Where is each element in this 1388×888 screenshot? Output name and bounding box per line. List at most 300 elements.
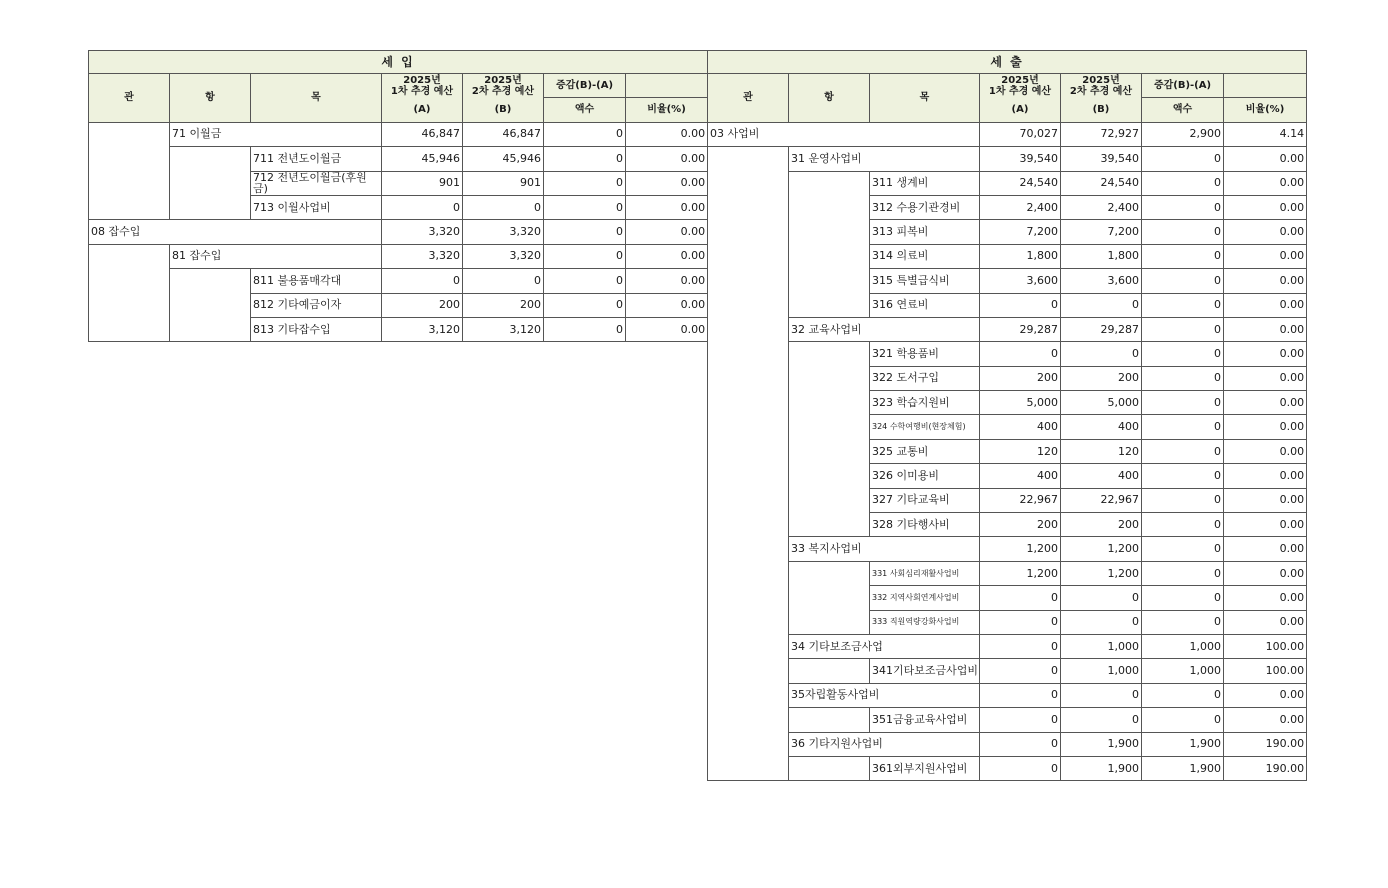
col-a: (A) <box>382 98 463 122</box>
ratio-cell: 0.00 <box>1224 708 1307 732</box>
b-cell: 1,900 <box>1061 732 1142 756</box>
table-row <box>89 147 708 171</box>
hang-cell <box>789 195 870 219</box>
ratio-cell: 0.00 <box>626 122 708 146</box>
table-row <box>708 220 1307 244</box>
mok-cell: 322 도서구입 <box>870 366 980 390</box>
expenditure-title: 세 출 <box>708 51 1307 74</box>
a-cell: 39,540 <box>980 147 1061 171</box>
hang-cell <box>789 756 870 780</box>
kwan-cell <box>708 537 789 561</box>
ratio-cell: 4.14 <box>1224 122 1307 146</box>
mok-cell: 711 전년도이월금 <box>251 147 382 171</box>
col-blank <box>626 74 708 98</box>
hang-cell <box>789 561 870 585</box>
b-cell: 2,400 <box>1061 195 1142 219</box>
col-kwan: 관 <box>89 74 170 123</box>
expenditure-body <box>708 122 1307 781</box>
mok-cell: 324 수학여행비(현장체험) <box>870 415 980 439</box>
table-row <box>89 220 708 244</box>
ratio-cell: 0.00 <box>626 269 708 293</box>
a-cell: 0 <box>980 708 1061 732</box>
diff-cell: 0 <box>1142 317 1224 341</box>
kwan-cell <box>708 220 789 244</box>
a-cell: 901 <box>382 171 463 195</box>
a-cell: 5,000 <box>980 391 1061 415</box>
b-cell: 0 <box>1061 708 1142 732</box>
table-row <box>708 269 1307 293</box>
mok-cell: 812 기타예금이자 <box>251 293 382 317</box>
col-b: (B) <box>1061 98 1142 122</box>
hang-cell: 35자립활동사업비 <box>789 683 980 707</box>
kwan-cell <box>89 171 170 195</box>
budget2-year: 2025년 <box>1082 74 1120 86</box>
col-kwan: 관 <box>708 74 789 123</box>
hang-cell <box>789 171 870 195</box>
col-ratio: 비율(%) <box>626 98 708 122</box>
table-row <box>708 342 1307 366</box>
diff-cell: 0 <box>1142 708 1224 732</box>
b-cell: 7,200 <box>1061 220 1142 244</box>
ratio-cell: 0.00 <box>1224 610 1307 634</box>
a-cell: 3,320 <box>382 244 463 268</box>
mok-cell: 351금융교육사업비 <box>870 708 980 732</box>
kwan-cell <box>708 366 789 390</box>
kwan-cell <box>708 317 789 341</box>
a-cell: 120 <box>980 439 1061 463</box>
diff-cell: 0 <box>1142 439 1224 463</box>
table-row <box>708 171 1307 195</box>
table-row <box>708 488 1307 512</box>
diff-cell: 0 <box>1142 488 1224 512</box>
kwan-cell <box>708 610 789 634</box>
mok-cell: 311 생계비 <box>870 171 980 195</box>
kwan-cell <box>708 269 789 293</box>
col-a: (A) <box>980 98 1061 122</box>
ratio-cell: 0.00 <box>1224 683 1307 707</box>
a-cell: 3,320 <box>382 220 463 244</box>
diff-cell: 0 <box>544 220 626 244</box>
hang-cell <box>789 513 870 537</box>
b-cell: 901 <box>463 171 544 195</box>
b-cell: 45,946 <box>463 147 544 171</box>
table-row <box>708 561 1307 585</box>
b-cell: 1,200 <box>1061 561 1142 585</box>
b-cell: 200 <box>1061 366 1142 390</box>
b-cell: 3,320 <box>463 220 544 244</box>
hang-cell <box>170 269 251 293</box>
hang-cell <box>789 659 870 683</box>
kwan-cell <box>708 342 789 366</box>
ratio-cell: 0.00 <box>1224 293 1307 317</box>
diff-cell: 0 <box>1142 415 1224 439</box>
diff-cell: 0 <box>1142 269 1224 293</box>
mok-cell: 331 사회심리재활사업비 <box>870 561 980 585</box>
a-cell: 0 <box>980 293 1061 317</box>
kwan-cell <box>89 269 170 293</box>
table-row <box>89 269 708 293</box>
a-cell: 0 <box>980 683 1061 707</box>
a-cell: 3,600 <box>980 269 1061 293</box>
a-cell: 0 <box>980 610 1061 634</box>
ratio-cell: 0.00 <box>1224 342 1307 366</box>
kwan-cell <box>708 171 789 195</box>
a-cell: 0 <box>382 269 463 293</box>
budget2-label: 2차 추경 예산 <box>1069 85 1133 97</box>
col-amount: 액수 <box>544 98 626 122</box>
ratio-cell: 100.00 <box>1224 634 1307 658</box>
kwan-cell <box>708 244 789 268</box>
a-cell: 2,400 <box>980 195 1061 219</box>
ratio-cell: 0.00 <box>626 147 708 171</box>
b-cell: 0 <box>463 269 544 293</box>
diff-cell: 0 <box>1142 586 1224 610</box>
kwan-cell <box>708 513 789 537</box>
mok-cell: 327 기타교육비 <box>870 488 980 512</box>
diff-cell: 0 <box>1142 610 1224 634</box>
ratio-cell: 190.00 <box>1224 732 1307 756</box>
b-cell: 400 <box>1061 415 1142 439</box>
table-row <box>708 513 1307 537</box>
table-row <box>708 122 1307 146</box>
a-cell: 1,800 <box>980 244 1061 268</box>
ratio-cell: 0.00 <box>626 317 708 341</box>
diff-cell: 1,900 <box>1142 732 1224 756</box>
budget1-label: 1차 추경 예산 <box>390 85 454 97</box>
col-budget1 <box>980 74 1061 98</box>
budget1-year: 2025년 <box>403 74 441 86</box>
mok-cell: 315 특별급식비 <box>870 269 980 293</box>
kwan-cell: 03 사업비 <box>708 122 980 146</box>
diff-cell: 0 <box>1142 513 1224 537</box>
b-cell: 1,200 <box>1061 537 1142 561</box>
hang-cell <box>789 586 870 610</box>
kwan-cell: 08 잡수입 <box>89 220 382 244</box>
kwan-cell <box>708 634 789 658</box>
mok-cell: 321 학용품비 <box>870 342 980 366</box>
b-cell: 0 <box>1061 586 1142 610</box>
b-cell: 200 <box>1061 513 1142 537</box>
diff-cell: 0 <box>1142 537 1224 561</box>
b-cell: 22,967 <box>1061 488 1142 512</box>
ratio-cell: 0.00 <box>626 220 708 244</box>
mok-cell: 316 연료비 <box>870 293 980 317</box>
hang-cell <box>789 269 870 293</box>
budget1-label: 1차 추경 예산 <box>988 85 1052 97</box>
kwan-cell <box>708 488 789 512</box>
table-row <box>708 683 1307 707</box>
col-hang: 항 <box>789 74 870 123</box>
b-cell: 72,927 <box>1061 122 1142 146</box>
ratio-cell: 0.00 <box>626 171 708 195</box>
ratio-cell: 0.00 <box>1224 269 1307 293</box>
mok-cell: 712 전년도이월금(후원금) <box>251 171 382 195</box>
ratio-cell: 0.00 <box>1224 586 1307 610</box>
table-row <box>89 171 708 195</box>
ratio-cell: 0.00 <box>1224 317 1307 341</box>
diff-cell: 0 <box>1142 683 1224 707</box>
kwan-cell <box>89 244 170 268</box>
table-row <box>89 317 708 341</box>
kwan-cell <box>89 293 170 317</box>
table-row <box>708 244 1307 268</box>
col-budget1 <box>382 74 463 98</box>
table-row <box>708 659 1307 683</box>
hang-cell: 33 복지사업비 <box>789 537 980 561</box>
table-row <box>708 464 1307 488</box>
kwan-cell <box>708 732 789 756</box>
b-cell: 3,320 <box>463 244 544 268</box>
hang-cell <box>170 171 251 195</box>
ratio-cell: 0.00 <box>1224 513 1307 537</box>
b-cell: 400 <box>1061 464 1142 488</box>
diff-cell: 0 <box>544 147 626 171</box>
table-row <box>708 415 1307 439</box>
hang-cell <box>170 317 251 341</box>
a-cell: 0 <box>980 634 1061 658</box>
col-diff: 증감(B)-(A) <box>544 74 626 98</box>
a-cell: 0 <box>980 342 1061 366</box>
ratio-cell: 0.00 <box>1224 415 1307 439</box>
b-cell: 3,600 <box>1061 269 1142 293</box>
hang-cell: 81 잡수입 <box>170 244 382 268</box>
table-row <box>708 439 1307 463</box>
ratio-cell: 0.00 <box>1224 439 1307 463</box>
b-cell: 0 <box>1061 342 1142 366</box>
diff-cell: 0 <box>544 244 626 268</box>
ratio-cell: 100.00 <box>1224 659 1307 683</box>
diff-cell: 1,000 <box>1142 659 1224 683</box>
kwan-cell <box>708 561 789 585</box>
diff-cell: 0 <box>1142 561 1224 585</box>
a-cell: 200 <box>980 366 1061 390</box>
mok-cell: 312 수용기관경비 <box>870 195 980 219</box>
ratio-cell: 190.00 <box>1224 756 1307 780</box>
a-cell: 1,200 <box>980 537 1061 561</box>
budget1-year: 2025년 <box>1001 74 1039 86</box>
diff-cell: 0 <box>544 269 626 293</box>
mok-cell: 811 불용품매각대 <box>251 269 382 293</box>
diff-cell: 0 <box>1142 244 1224 268</box>
ratio-cell: 0.00 <box>1224 171 1307 195</box>
revenue-title: 세 입 <box>89 51 708 74</box>
hang-cell <box>789 439 870 463</box>
kwan-cell <box>708 659 789 683</box>
b-cell: 5,000 <box>1061 391 1142 415</box>
ratio-cell: 0.00 <box>626 244 708 268</box>
mok-cell: 326 이미용비 <box>870 464 980 488</box>
table-row <box>708 756 1307 780</box>
kwan-cell <box>708 586 789 610</box>
a-cell: 7,200 <box>980 220 1061 244</box>
a-cell: 46,847 <box>382 122 463 146</box>
b-cell: 0 <box>1061 683 1142 707</box>
col-b: (B) <box>463 98 544 122</box>
col-blank <box>1224 74 1307 98</box>
hang-cell <box>789 464 870 488</box>
hang-cell <box>789 244 870 268</box>
diff-cell: 0 <box>1142 366 1224 390</box>
kwan-cell <box>708 756 789 780</box>
kwan-cell <box>708 293 789 317</box>
table-row <box>89 244 708 268</box>
diff-cell: 0 <box>1142 147 1224 171</box>
a-cell: 29,287 <box>980 317 1061 341</box>
b-cell: 46,847 <box>463 122 544 146</box>
ratio-cell: 0.00 <box>1224 147 1307 171</box>
b-cell: 1,000 <box>1061 659 1142 683</box>
budget2-year: 2025년 <box>484 74 522 86</box>
table-row <box>89 122 708 146</box>
ratio-cell: 0.00 <box>1224 488 1307 512</box>
hang-cell: 32 교육사업비 <box>789 317 980 341</box>
table-row <box>708 634 1307 658</box>
col-budget2 <box>1061 74 1142 98</box>
ratio-cell: 0.00 <box>1224 366 1307 390</box>
hang-cell <box>789 610 870 634</box>
table-row <box>708 708 1307 732</box>
diff-cell: 0 <box>544 293 626 317</box>
diff-cell: 0 <box>1142 391 1224 415</box>
diff-cell: 0 <box>1142 195 1224 219</box>
hang-cell: 71 이월금 <box>170 122 382 146</box>
mok-cell: 341기타보조금사업비 <box>870 659 980 683</box>
kwan-cell <box>89 122 170 146</box>
ratio-cell: 0.00 <box>1224 220 1307 244</box>
hang-cell <box>789 415 870 439</box>
mok-cell: 361외부지원사업비 <box>870 756 980 780</box>
mok-cell: 314 의료비 <box>870 244 980 268</box>
diff-cell: 0 <box>1142 220 1224 244</box>
kwan-cell <box>708 439 789 463</box>
diff-cell: 0 <box>1142 464 1224 488</box>
ratio-cell: 0.00 <box>1224 561 1307 585</box>
a-cell: 0 <box>980 756 1061 780</box>
mok-cell: 333 직원역량강화사업비 <box>870 610 980 634</box>
ratio-cell: 0.00 <box>626 293 708 317</box>
a-cell: 1,200 <box>980 561 1061 585</box>
diff-cell: 0 <box>544 171 626 195</box>
diff-cell: 1,000 <box>1142 634 1224 658</box>
hang-cell <box>789 342 870 366</box>
a-cell: 0 <box>382 195 463 219</box>
ratio-cell: 0.00 <box>1224 391 1307 415</box>
diff-cell: 0 <box>544 122 626 146</box>
b-cell: 0 <box>1061 293 1142 317</box>
diff-cell: 0 <box>1142 342 1224 366</box>
ratio-cell: 0.00 <box>1224 537 1307 561</box>
col-diff: 증감(B)-(A) <box>1142 74 1224 98</box>
hang-cell <box>789 391 870 415</box>
diff-cell: 1,900 <box>1142 756 1224 780</box>
col-hang: 항 <box>170 74 251 123</box>
table-row <box>708 537 1307 561</box>
expenditure-table <box>707 50 1307 781</box>
hang-cell <box>789 293 870 317</box>
kwan-cell <box>708 683 789 707</box>
a-cell: 3,120 <box>382 317 463 341</box>
hang-cell <box>789 220 870 244</box>
a-cell: 400 <box>980 464 1061 488</box>
b-cell: 29,287 <box>1061 317 1142 341</box>
mok-cell: 713 이월사업비 <box>251 195 382 219</box>
mok-cell: 332 지역사회연계사업비 <box>870 586 980 610</box>
hang-cell <box>789 488 870 512</box>
hang-cell: 36 기타지원사업비 <box>789 732 980 756</box>
b-cell: 39,540 <box>1061 147 1142 171</box>
kwan-cell <box>89 195 170 219</box>
b-cell: 24,540 <box>1061 171 1142 195</box>
col-amount: 액수 <box>1142 98 1224 122</box>
b-cell: 1,000 <box>1061 634 1142 658</box>
kwan-cell <box>708 195 789 219</box>
table-row <box>89 293 708 317</box>
hang-cell <box>789 366 870 390</box>
a-cell: 0 <box>980 659 1061 683</box>
table-row <box>708 391 1307 415</box>
a-cell: 200 <box>382 293 463 317</box>
kwan-cell <box>89 317 170 341</box>
diff-cell: 2,900 <box>1142 122 1224 146</box>
ratio-cell: 0.00 <box>1224 195 1307 219</box>
mok-cell: 328 기타행사비 <box>870 513 980 537</box>
diff-cell: 0 <box>544 195 626 219</box>
b-cell: 120 <box>1061 439 1142 463</box>
b-cell: 200 <box>463 293 544 317</box>
table-row <box>708 586 1307 610</box>
a-cell: 45,946 <box>382 147 463 171</box>
kwan-cell <box>708 464 789 488</box>
b-cell: 1,800 <box>1061 244 1142 268</box>
b-cell: 0 <box>1061 610 1142 634</box>
table-row <box>708 147 1307 171</box>
diff-cell: 0 <box>544 317 626 341</box>
col-mok: 목 <box>251 74 382 123</box>
kwan-cell <box>89 147 170 171</box>
table-row <box>89 195 708 219</box>
mok-cell: 325 교통비 <box>870 439 980 463</box>
hang-cell <box>789 708 870 732</box>
hang-cell <box>170 195 251 219</box>
budget2-label: 2차 추경 예산 <box>471 85 535 97</box>
table-row <box>708 366 1307 390</box>
col-budget2 <box>463 74 544 98</box>
hang-cell <box>170 293 251 317</box>
table-row <box>708 610 1307 634</box>
mok-cell: 813 기타잡수입 <box>251 317 382 341</box>
col-ratio: 비율(%) <box>1224 98 1307 122</box>
b-cell: 0 <box>463 195 544 219</box>
kwan-cell <box>708 708 789 732</box>
b-cell: 3,120 <box>463 317 544 341</box>
a-cell: 24,540 <box>980 171 1061 195</box>
ratio-cell: 0.00 <box>626 195 708 219</box>
hang-cell: 34 기타보조금사업 <box>789 634 980 658</box>
b-cell: 1,900 <box>1061 756 1142 780</box>
col-mok: 목 <box>870 74 980 123</box>
diff-cell: 0 <box>1142 293 1224 317</box>
ratio-cell: 0.00 <box>1224 244 1307 268</box>
a-cell: 200 <box>980 513 1061 537</box>
table-row <box>708 195 1307 219</box>
table-row <box>708 732 1307 756</box>
table-row <box>708 293 1307 317</box>
kwan-cell <box>708 147 789 171</box>
a-cell: 0 <box>980 732 1061 756</box>
a-cell: 70,027 <box>980 122 1061 146</box>
a-cell: 22,967 <box>980 488 1061 512</box>
diff-cell: 0 <box>1142 171 1224 195</box>
